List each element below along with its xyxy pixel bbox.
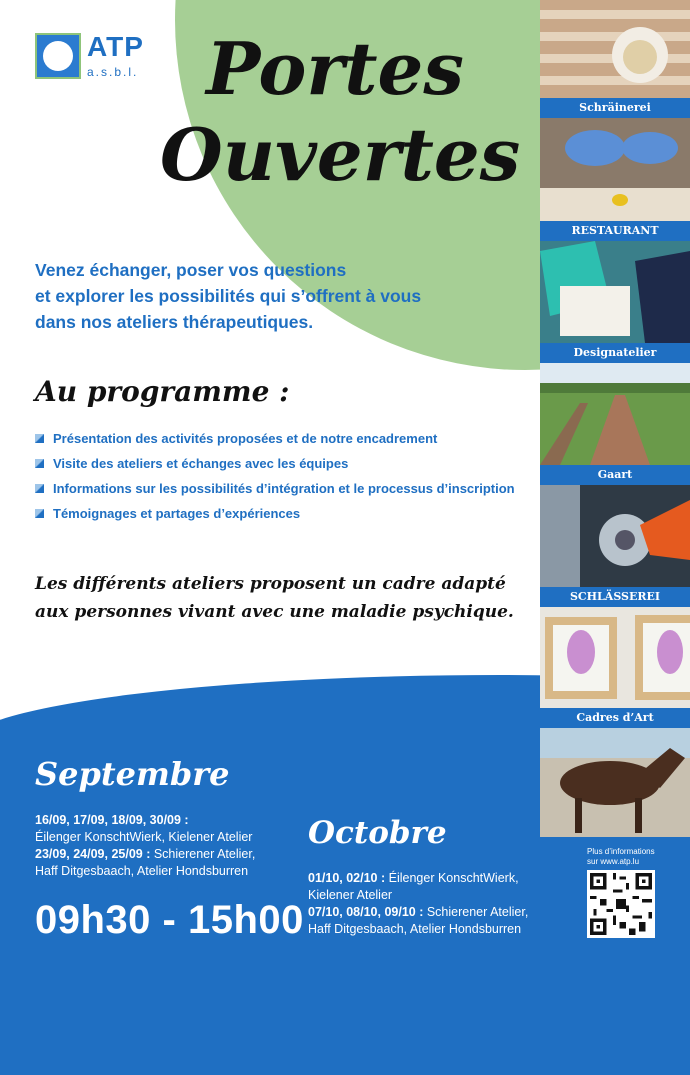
tagline-line-2: aux personnes vivant avec une maladie psychique. (35, 602, 514, 622)
september-schedule: 16/09, 17/09, 18/09, 30/09 : Éilenger KonschtWierk, Kielener Atelier 23/09, 24/09, 25/09 : Schierener Atelier, Haff Ditgesbaach, Atelier Hondsburren (35, 812, 305, 880)
tagline (35, 570, 515, 626)
intro-line-3: dans nos ateliers thérapeutiques. (35, 312, 314, 332)
bullet-icon (35, 509, 44, 518)
atp-logo (35, 33, 144, 79)
website-link[interactable]: sur www.atp.lu (587, 857, 640, 866)
poster-title (160, 26, 521, 198)
workshop-label-cadres-dart: Cadres d’Art (540, 708, 690, 728)
opening-hours: 09h30 - 15h00 (35, 898, 304, 942)
horse-farm-photo (540, 728, 690, 837)
september-place-1: Éilenger KonschtWierk, Kielener Atelier (35, 830, 253, 844)
october-dates-1: 01/10, 02/10 : (308, 871, 386, 885)
bullet-icon (35, 484, 44, 493)
october-title: Octobre (308, 815, 447, 851)
garden-photo (540, 363, 690, 465)
design-photo (540, 241, 690, 343)
october-place-2: Haff Ditgesbaach, Atelier Hondsburren (308, 922, 522, 936)
more-info: Plus d’informations sur www.atp.lu (587, 847, 655, 866)
programme-item: Informations sur les possibilités d’intégration et le processus d’inscription (35, 476, 515, 501)
bullet-icon (35, 434, 44, 443)
intro-line-2: et explorer les possibilités qui s’offrent à vous (35, 286, 422, 306)
workshop-photo-strip (540, 0, 690, 837)
title-line-2: Ouvertes (160, 112, 521, 197)
workshop-label-gaart: Gaart (540, 465, 690, 485)
programme-list (35, 426, 515, 526)
bullet-icon (35, 459, 44, 468)
september-dates-2: 23/09, 24/09, 25/09 : (35, 847, 151, 861)
logo-subtitle: a.s.b.l. (87, 65, 139, 79)
october-schedule: 01/10, 02/10 : Éilenger KonschtWierk, Kielener Atelier 07/10, 08/10, 09/10 : Schierener Atelier, Haff Ditgesbaach, Atelier Hondsburren (308, 870, 553, 938)
qr-code-icon[interactable] (587, 870, 655, 938)
tagline-line-1: Les différents ateliers proposent un cadre adapté (35, 574, 506, 594)
logo-name: ATP (87, 31, 144, 62)
intro-line-1: Venez échanger, poser vos questions (35, 260, 347, 280)
framing-photo (540, 607, 690, 708)
september-title: Septembre (35, 755, 230, 793)
programme-item: Présentation des activités proposées et de notre encadrement (35, 426, 515, 451)
workshop-label-designatelier: Designatelier (540, 343, 690, 363)
october-dates-2: 07/10, 08/10, 09/10 : (308, 905, 424, 919)
workshop-label-schrainerei: Schräinerei (540, 98, 690, 118)
restaurant-photo (540, 118, 690, 221)
title-line-1: Portes (206, 26, 464, 111)
woodwork-photo (540, 0, 690, 98)
intro-text (35, 257, 505, 335)
metalwork-photo (540, 485, 690, 587)
september-place-2: Haff Ditgesbaach, Atelier Hondsburren (35, 864, 249, 878)
october-place-1: Kielener Atelier (308, 888, 393, 902)
logo-mark (35, 33, 81, 79)
programme-item: Visite des ateliers et échanges avec les équipes (35, 451, 515, 476)
workshop-label-schlasserei: SCHLÄSSEREI (540, 587, 690, 607)
programme-title: Au programme : (35, 375, 290, 408)
workshop-label-restaurant: RESTAURANT (540, 221, 690, 241)
september-dates-1: 16/09, 17/09, 18/09, 30/09 : (35, 813, 189, 827)
programme-item: Témoignages et partages d’expériences (35, 501, 515, 526)
